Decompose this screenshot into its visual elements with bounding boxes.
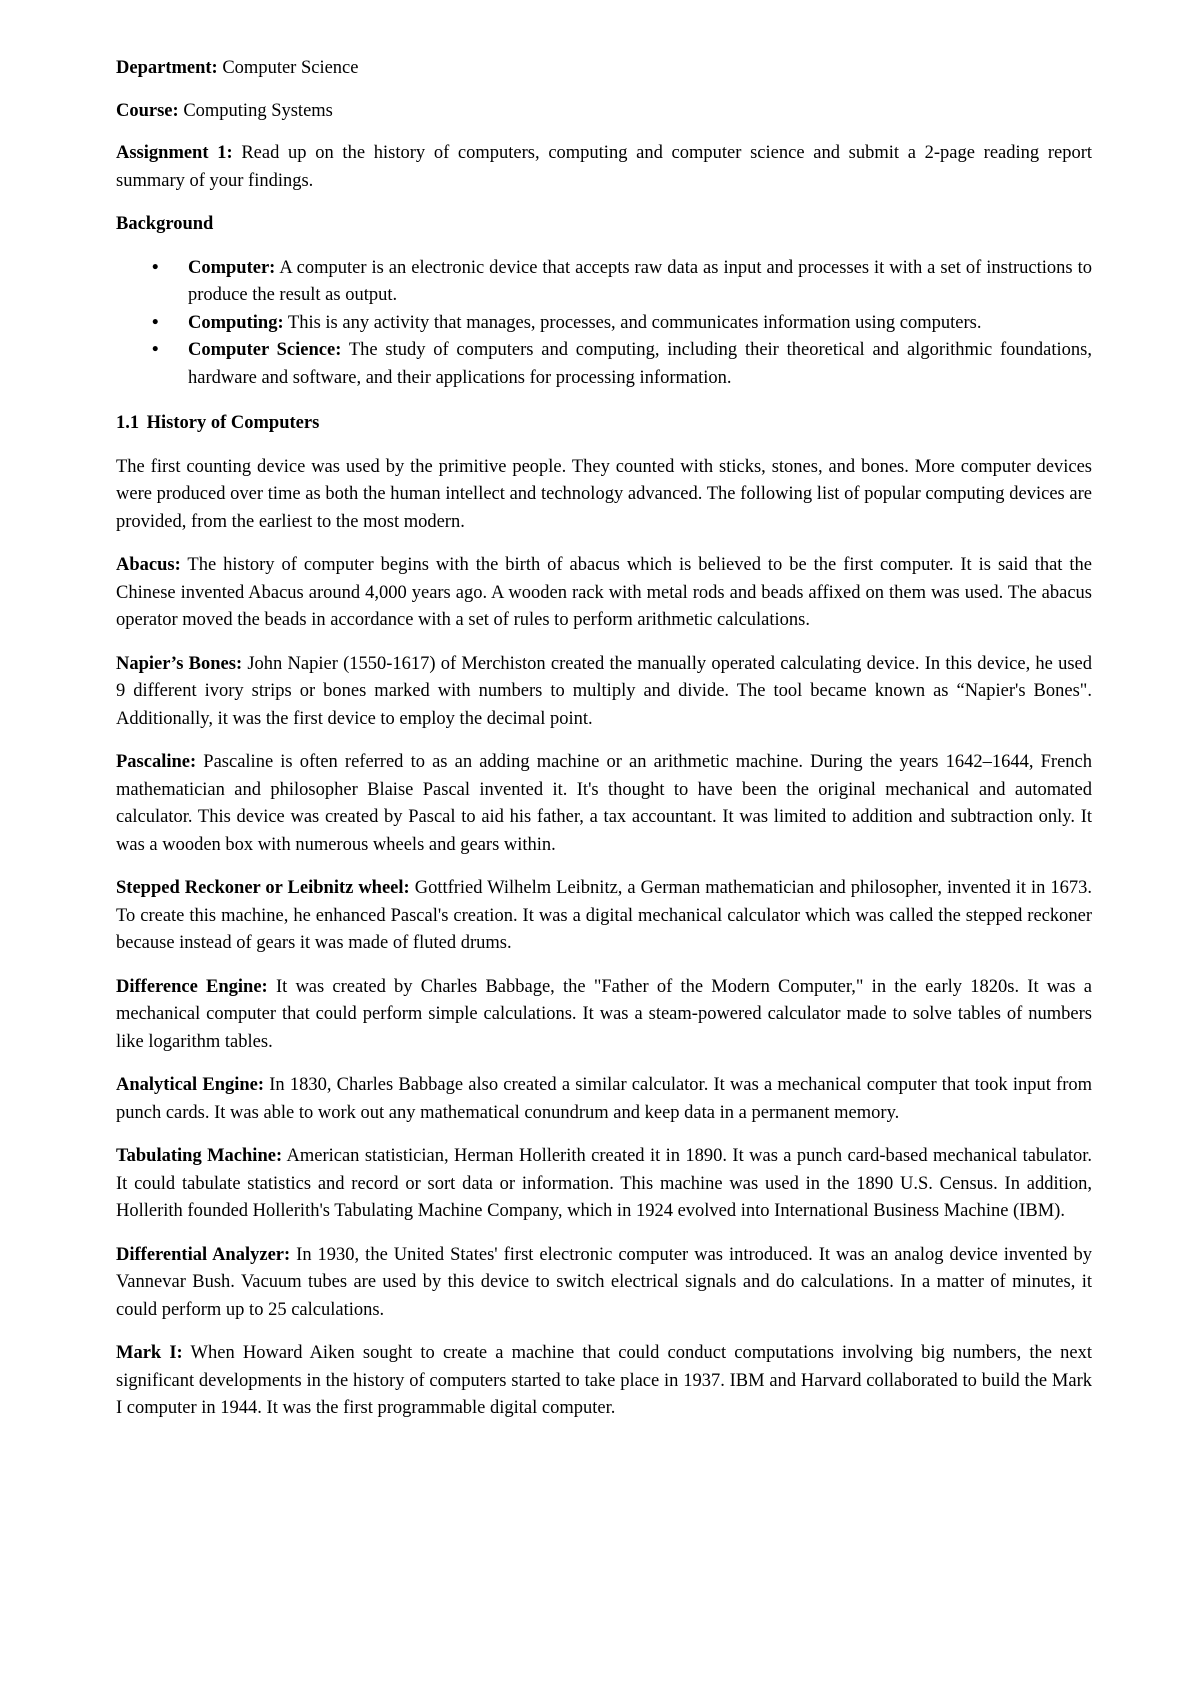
term-definition: The study of computers and computing, including their theoretical and algorithmic foundations, hardware and software, and their applications for processing information. xyxy=(188,340,1093,388)
list-item xyxy=(116,337,1092,392)
term-label: Computer Science: xyxy=(188,340,342,360)
device-description: In 1930, the United States' first electronic computer was introduced. It was an analog device invented by Vannevar Bush. Vacuum tubes are used by this device to switch electrical signals and do calculations. In a matter of minutes, it could perform up to 25 calculations. xyxy=(116,1244,1092,1320)
device-description: The history of computer begins with the birth of abacus which is believed to be the first computer. It is said that the Chinese invented Abacus around 4,000 years ago. A wooden rack with metal rods and beads affixed on them was used. The abacus operator moved the beads in accordance with a set of rules to perform arithmetic calculations. xyxy=(116,555,1092,630)
device-paragraph-abacus xyxy=(116,552,1092,635)
device-description: It was created by Charles Babbage, the "Father of the Modern Computer," in the early 1820s. It was a mechanical computer that could perform simple calculations. It was a steam-powered calculator made to solve tables of numbers like logarithm tables. xyxy=(116,976,1092,1052)
background-list xyxy=(116,255,1092,393)
device-paragraph-tabulating-machine xyxy=(116,1143,1092,1226)
device-name: Napier’s Bones: xyxy=(116,653,243,674)
device-description: In 1830, Charles Babbage also created a similar calculator. It was a mechanical computer that took input from punch cards. It was able to work out any mathematical conundrum and keep data in a permanent memory. xyxy=(116,1075,1092,1123)
history-intro: The first counting device was used by the primitive people. They counted with sticks, stones, and bones. More computer devices were produced over time as both the human intellect and technology advanced. The following list of popular computing devices are provided, from the earliest to the most modern. xyxy=(116,456,1092,532)
assignment-paragraph xyxy=(116,140,1092,195)
device-paragraph-mark-i xyxy=(116,1340,1092,1423)
list-item xyxy=(116,310,1092,338)
device-paragraph-pascaline xyxy=(116,749,1092,859)
device-description: Pascaline is often referred to as an adding machine or an arithmetic machine. During the years 1642–1644, French mathematician and philosopher Blaise Pascal invented it. It's thought to have been the original mechanical and automated calculator. This device was created by Pascal to aid his father, a tax accountant. It was limited to addition and subtraction only. It was a wooden box with numerous wheels and gears within. xyxy=(116,752,1093,855)
term-label: Computing: xyxy=(188,312,284,333)
device-paragraph-stepped-reckoner xyxy=(116,875,1092,958)
device-paragraph-differential-analyzer xyxy=(116,1242,1092,1325)
list-item xyxy=(116,255,1092,310)
device-paragraph-napiers-bones xyxy=(116,651,1092,734)
course-value: Computing Systems xyxy=(183,100,333,121)
bullet-icon: • xyxy=(152,340,159,360)
device-name: Abacus: xyxy=(116,555,181,575)
device-name: Mark I: xyxy=(116,1343,183,1363)
department-value: Computer Science xyxy=(222,58,359,78)
section-title: History of Computers xyxy=(146,413,320,433)
device-description: Gottfried Wilhelm Leibnitz, a German mathematician and philosopher, invented it in 1673. To create this machine, he enhanced Pascal's creation. It was a digital mechanical calculator which was called the stepped reckoner because instead of gears it was made of fluted drums. xyxy=(116,878,1093,953)
course-line xyxy=(116,98,1092,126)
device-description: When Howard Aiken sought to create a machine that could conduct computations involving big numbers, the next significant developments in the history of computers started to take place in 1937. IBM and Harvard collaborated to build the Mark I computer in 1944. It was the first programmable digital computer. xyxy=(116,1343,1092,1418)
device-paragraph-difference-engine xyxy=(116,974,1092,1057)
department-label: Department: xyxy=(116,58,218,78)
background-heading: Background xyxy=(116,214,214,234)
device-name: Tabulating Machine: xyxy=(116,1146,283,1166)
department-line xyxy=(116,55,1092,83)
section-heading xyxy=(116,410,1092,438)
device-name: Stepped Reckoner or Leibnitz wheel: xyxy=(116,878,410,898)
term-label: Computer: xyxy=(188,257,276,278)
assignment-label: Assignment 1: xyxy=(116,143,233,163)
device-name: Analytical Engine: xyxy=(116,1075,265,1095)
device-description: John Napier (1550-1617) of Merchiston created the manually operated calculating device. In this device, he used 9 different ivory strips or bones marked with numbers to multiply and divide. The tool became known as “Napier's Bones". Additionally, it was the first device to employ the decimal point. xyxy=(116,653,1092,729)
bullet-icon: • xyxy=(152,257,159,278)
device-name: Pascaline: xyxy=(116,752,197,772)
assignment-text: Read up on the history of computers, computing and computer science and submit a 2-page reading report summary of your findings. xyxy=(116,143,1093,191)
section-number: 1.1 xyxy=(116,413,140,433)
device-description: American statistician, Herman Hollerith created it in 1890. It was a punch card-based mechanical tabulator. It could tabulate statistics and record or sort data or information. This machine was used in the 1890 U.S. Census. In addition, Hollerith founded Hollerith's Tabulating Machine Company, which in 1924 evolved into International Business Machine (IBM). xyxy=(116,1146,1093,1221)
device-name: Differential Analyzer: xyxy=(116,1244,291,1265)
term-definition: This is any activity that manages, processes, and communicates information using computers. xyxy=(287,312,982,333)
device-name: Difference Engine: xyxy=(116,976,268,997)
term-definition: A computer is an electronic device that accepts raw data as input and processes it with a set of instructions to produce the result as output. xyxy=(188,257,1092,305)
bullet-icon: • xyxy=(152,312,159,333)
device-paragraph-analytical-engine xyxy=(116,1072,1092,1127)
course-label: Course: xyxy=(116,100,179,121)
